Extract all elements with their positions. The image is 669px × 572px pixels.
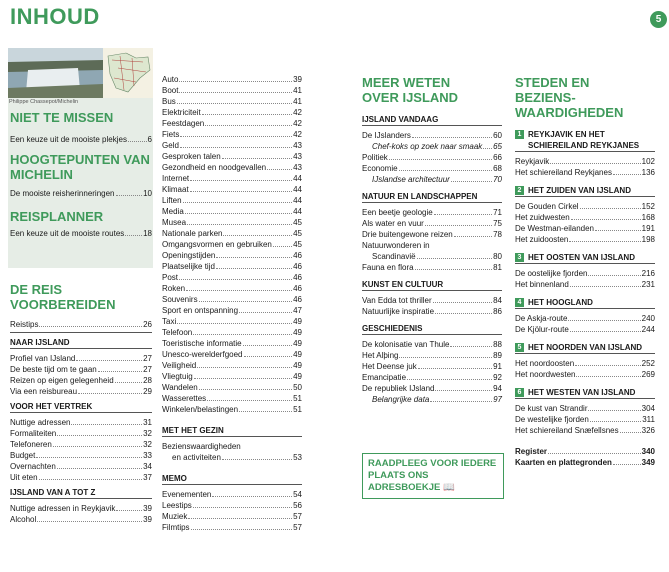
toc-entry[interactable]: Uit eten 37 [10,473,152,482]
toc-entry[interactable]: Vliegtuig 49 [162,372,302,381]
toc-entry[interactable]: Telefoon 49 [162,328,302,337]
toc-entry[interactable]: De mooiste reisherinneringen 10 [10,189,152,198]
toc-entry[interactable]: Drie buitengewone reizen 78 [362,230,502,239]
toc-entry[interactable]: Budget 33 [10,451,152,460]
toc-entry[interactable]: Toeristische informatie 49 [162,339,302,348]
toc-entry[interactable]: Als water en vuur 75 [362,219,502,228]
toc-entry[interactable]: Kaarten en plattegronden 349 [515,458,655,467]
subsection-label: MEMO [162,473,302,485]
toc-entry[interactable]: De Askja-route 240 [515,314,655,323]
subsection-label: IJSLAND VAN A TOT Z [10,487,152,499]
subsection-label: GESCHIEDENIS [362,323,502,335]
toc-entry[interactable]: Media 44 [162,207,302,216]
toc-entry[interactable]: Taxi 49 [162,317,302,326]
toc-entry[interactable]: Gesproken talen 43 [162,152,302,161]
region-number: 5 [515,343,524,352]
toc-entry[interactable]: Souvenirs 46 [162,295,302,304]
subsection-label: KUNST EN CULTUUR [362,279,502,291]
section-heading: DE REIS VOORBEREIDEN [10,282,116,312]
toc-entry[interactable]: Formaliteiten 32 [10,429,152,438]
subsection-label: MET HET GEZIN [162,425,302,437]
toc-entry[interactable]: Reizen op eigen gelegenheid 28 [10,376,152,385]
region-number: 3 [515,253,524,262]
toc-entry[interactable]: Het schiereiland Snæfellsnes 326 [515,426,655,435]
toc-entry[interactable]: Post 46 [162,273,302,282]
toc-entry[interactable]: Chef-koks op zoek naar smaak 65 [372,142,502,151]
section-heading: HOOGTEPUNTEN VAN MICHELIN [10,152,150,182]
section-heading: REISPLANNER [10,209,104,224]
column-steden [515,75,655,468]
toc-entry[interactable]: Nuttige adressen 31 [10,418,152,427]
toc-entry[interactable]: Gezondheid en noodgevallen 43 [162,163,302,172]
toc-entry[interactable]: Telefoneren 32 [10,440,152,449]
toc-entry[interactable]: Omgangsvormen en gebruiken 45 [162,240,302,249]
toc-entry[interactable]: Unesco-werelderfgoed 49 [162,350,302,359]
photo-credit: Philippe Chassepot/Michelin [9,99,79,105]
toc-entry[interactable]: Plaatselijke tijd 46 [162,262,302,271]
toc-entry[interactable]: Alcohol 39 [10,515,152,524]
toc-entry[interactable]: Een keuze uit de mooiste plekjes 6 [10,135,152,144]
column-az [162,74,302,533]
toc-entry[interactable]: Nationale parken 45 [162,229,302,238]
subsection-label: NATUUR EN LANDSCHAPPEN [362,191,502,203]
toc-entry[interactable]: De kust van Strandir 304 [515,404,655,413]
toc-entry[interactable]: De republiek IJsland 94 [362,384,502,393]
section-heading: STEDEN EN BEZIENS-WAARDIGHEDEN [515,75,624,120]
page-number-badge: 5 [650,11,667,28]
toc-entry[interactable]: Elektriciteit 42 [162,108,302,117]
toc-entry[interactable]: Evenementen 54 [162,490,302,499]
column-meer [362,75,502,405]
toc-entry[interactable]: Een beetje geologie 71 [362,208,502,217]
toc-entry[interactable]: Emancipatie 92 [362,373,502,382]
toc-entry[interactable]: De oostelijke fjorden 216 [515,269,655,278]
toc-entry[interactable]: Het zuidwesten 168 [515,213,655,222]
toc-entry[interactable]: Wandelen 50 [162,383,302,392]
toc-entry[interactable]: Economie 68 [362,164,502,173]
toc-entry[interactable]: Via een reisbureau 29 [10,387,152,396]
page-title: INHOUD [10,4,100,29]
toc-entry[interactable]: Veiligheid 49 [162,361,302,370]
region-section-label: 1 REYKJAVIK EN HET SCHIEREILAND REYKJANES [515,129,655,152]
toc-entry[interactable]: Reykjavik 102 [515,157,655,166]
toc-entry[interactable]: De kolonisatie van Thule 88 [362,340,502,349]
toc-entry[interactable]: Musea 45 [162,218,302,227]
toc-entry[interactable]: De IJslanders 60 [362,131,502,140]
toc-entry[interactable]: De beste tijd om te gaan 27 [10,365,152,374]
toc-entry[interactable]: De westelijke fjorden 311 [515,415,655,424]
toc-entry[interactable]: Muziek 57 [162,512,302,521]
toc-entry[interactable]: Liften 44 [162,196,302,205]
toc-entry[interactable]: Fiets 42 [162,130,302,139]
toc-entry[interactable]: Overnachten 34 [10,462,152,471]
column-left [10,110,152,239]
section-heading: NIET TE MISSEN [10,110,114,125]
region-section-label: 2 HET ZUIDEN VAN IJSLAND [515,185,655,197]
column-reis [10,282,152,525]
toc-entry[interactable]: Openingstijden 46 [162,251,302,260]
address-book-callout: RAADPLEEG VOOR IEDERE PLAATS ONS ADRESBOEKJE 📖 [362,453,504,499]
toc-entry[interactable]: Het zuidoosten 198 [515,235,655,244]
toc-entry[interactable]: Bus 41 [162,97,302,106]
waterfall-photo [8,48,153,98]
address-book-icon: 📖 [442,482,455,493]
toc-entry[interactable]: Register 340 [515,447,655,456]
region-section-label: 3 HET OOSTEN VAN IJSLAND [515,252,655,264]
toc-entry[interactable]: Het Deense juk 91 [362,362,502,371]
toc-entry[interactable]: De Gouden Cirkel 152 [515,202,655,211]
subsection-label: VOOR HET VERTREK [10,401,152,413]
toc-entry[interactable]: Politiek 66 [362,153,502,162]
toc-entry[interactable]: en activiteiten 53 [172,453,302,462]
region-number: 6 [515,388,524,397]
toc-entry[interactable]: Het schiereiland Reykjanes 136 [515,168,655,177]
region-number: 2 [515,186,524,195]
subsection-label: NAAR IJSLAND [10,337,152,349]
region-section-label: 4 HET HOOGLAND [515,297,655,309]
toc-entry[interactable]: Een keuze uit de mooiste routes 18 [10,229,152,238]
toc-entry[interactable]: Geld 43 [162,141,302,150]
toc-entry[interactable]: Het noordwesten 269 [515,370,655,379]
region-section-label: 6 HET WESTEN VAN IJSLAND [515,387,655,399]
toc-entry[interactable]: IJslandse architectuur 70 [372,175,502,184]
toc-entry[interactable]: Klimaat 44 [162,185,302,194]
toc-entry[interactable]: Scandinavië 80 [372,252,502,261]
toc-entry[interactable]: Natuurwonderen in [362,241,430,250]
region-number: 1 [515,130,524,139]
toc-entry[interactable]: De Kjölur-route 244 [515,325,655,334]
toc-entry[interactable]: Het Alþing 89 [362,351,502,360]
region-number: 4 [515,298,524,307]
toc-entry[interactable]: Boot 41 [162,86,302,95]
subsection-label: IJSLAND VANDAAG [362,114,502,126]
toc-entry[interactable]: Roken 46 [162,284,302,293]
toc-entry[interactable]: Wasserettes 51 [162,394,302,403]
toc-entry[interactable]: Het noordoosten 252 [515,359,655,368]
toc-entry[interactable]: Filmtips 57 [162,523,302,532]
region-section-label: 5 HET NOORDEN VAN IJSLAND [515,342,655,354]
section-heading: MEER WETEN OVER IJSLAND [362,75,459,105]
toc-entry[interactable]: Reistips 26 [10,319,152,333]
toc-entry[interactable]: Van Edda tot thriller 84 [362,296,502,305]
toc-entry[interactable]: Het binnenland 231 [515,280,655,289]
toc-entry[interactable]: Belangrijke data 97 [372,395,502,404]
toc-entry[interactable]: Feestdagen 42 [162,119,302,128]
toc-entry[interactable]: Natuurlijke inspiratie 86 [362,307,502,316]
toc-entry[interactable]: Leestips 56 [162,501,302,510]
toc-entry[interactable]: Fauna en flora 81 [362,263,502,272]
toc-entry[interactable]: Bezienswaardigheden [162,442,241,451]
toc-entry[interactable]: Auto 39 [162,75,302,84]
toc-entry[interactable]: Internet 44 [162,174,302,183]
toc-entry[interactable]: De Westman-eilanden 191 [515,224,655,233]
toc-entry[interactable]: Nuttige adressen in Reykjavik 39 [10,504,152,513]
toc-entry[interactable]: Sport en ontspanning 47 [162,306,302,315]
toc-entry[interactable]: Profiel van IJsland 27 [10,354,152,363]
toc-entry[interactable]: Winkelen/belastingen 51 [162,405,302,414]
